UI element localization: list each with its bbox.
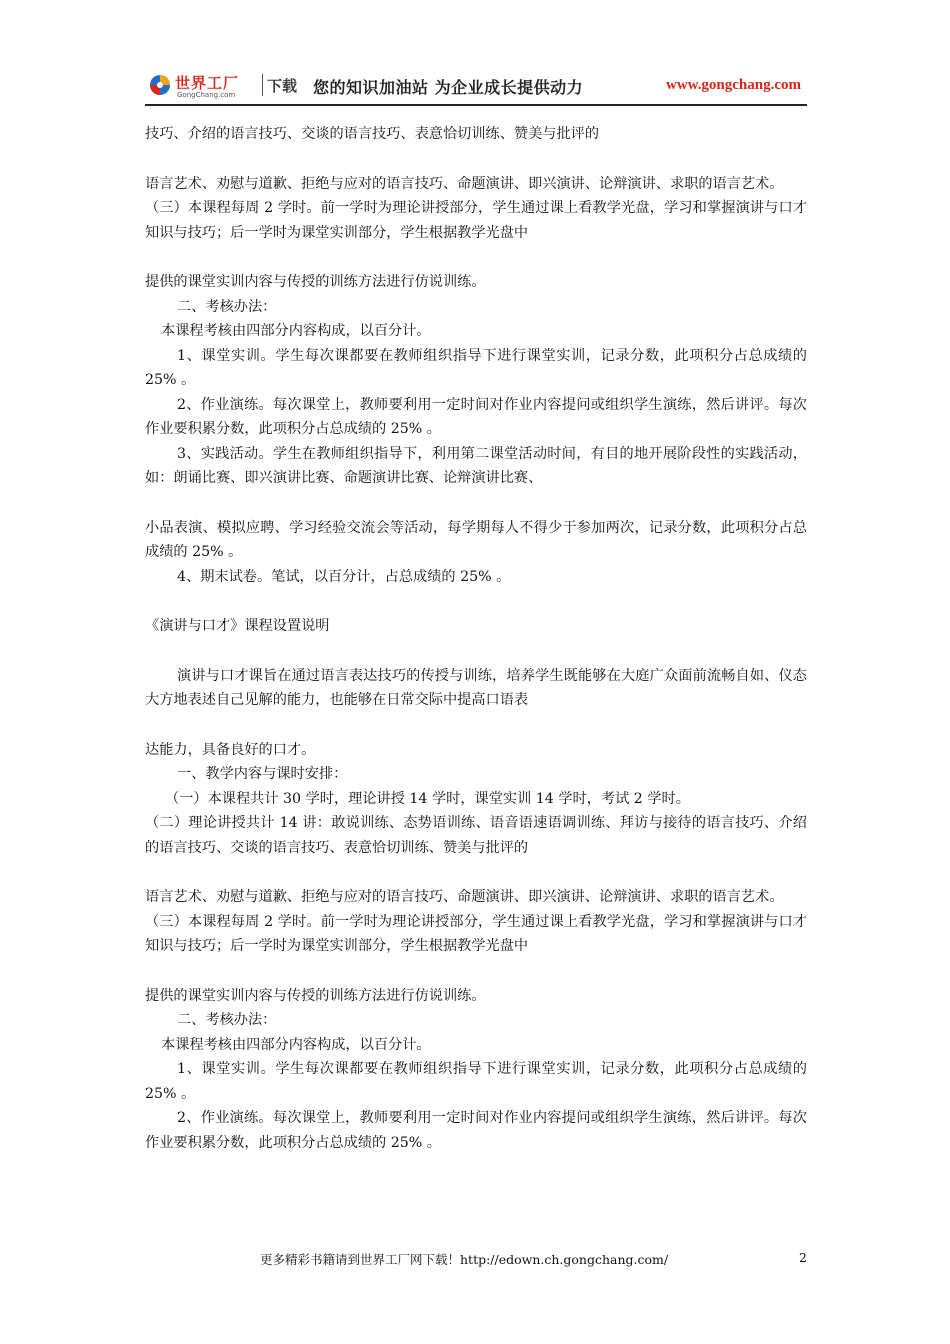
- body-paragraph: 语言艺术、劝慰与道歉、拒绝与应对的语言技巧、命题演讲、即兴演讲、论辩演讲、求职的语言艺术。: [145, 175, 784, 192]
- body-paragraph: 1、课堂实训。学生每次课都要在教师组织指导下进行课堂实训，记录分数，此项积分占总成绩的 25% 。: [145, 1061, 807, 1102]
- section-heading: 一、教学内容与课时安排：: [177, 766, 348, 782]
- logo-swirl-icon: [149, 74, 171, 96]
- body-paragraph: 4、期末试卷。笔试，以百分计，占总成绩的 25% 。: [177, 568, 511, 585]
- body-paragraph: 本课程考核由四部分内容构成，以百分计。: [161, 323, 431, 339]
- body-paragraph: 提供的课堂实训内容与传授的训练方法进行仿说训练。: [145, 987, 486, 1004]
- body-paragraph: 达能力，具备良好的口才。: [145, 741, 316, 758]
- body-paragraph: 3、实践活动。学生在教师组织指导下，利用第二课堂活动时间，有目的地开展阶段性的实践活动，如：朗诵比赛、即兴演讲比赛、命题演讲比赛、论辩演讲比赛、: [145, 445, 807, 486]
- body-paragraph: （一）本课程共计 30 学时，理论讲授 14 学时，课堂实训 14 学时，考试 2 学时。: [165, 790, 690, 807]
- body-paragraph: （二）理论讲授共计 14 讲：敢说训练、态势语训练、语音语速语调训练、拜访与接待的语言技巧、介绍的语言技巧、交谈的语言技巧、表意恰切训练、赞美与批评的: [145, 815, 807, 856]
- page-number: 2: [799, 1250, 807, 1265]
- body-paragraph: 1、课堂实训。学生每次课都要在教师组织指导下进行课堂实训，记录分数，此项积分占总成绩的 25% 。: [145, 347, 807, 388]
- footer-download-link[interactable]: 更多精彩书籍请到世界工厂网下载！http://edown.ch.gongchang.com/: [260, 1252, 669, 1267]
- logo-english-text: GongChang.com: [177, 91, 236, 99]
- logo-chinese-text: 世界工厂: [175, 74, 240, 92]
- body-paragraph: （三）本课程每周 2 学时。前一学时为理论讲授部分，学生通过课上看教学光盘，学习和掌握演讲与口才知识与技巧；后一学时为课堂实训部分，学生根据教学光盘中: [145, 913, 807, 954]
- section-heading: 二、考核办法：: [177, 1012, 277, 1028]
- section-heading: 二、考核办法：: [177, 298, 277, 315]
- body-paragraph: （三）本课程每周 2 学时。前一学时为理论讲授部分，学生通过课上看教学光盘，学习和掌握演讲与口才知识与技巧；后一学时为课堂实训部分，学生根据教学光盘中: [145, 200, 807, 241]
- body-paragraph: 2、作业演练。每次课堂上，教师要利用一定时间对作业内容提问或组织学生演练，然后讲评。每次作业要积累分数，此项积分占总成绩的 25% 。: [145, 1110, 807, 1151]
- body-paragraph: 语言艺术、劝慰与道歉、拒绝与应对的语言技巧、命题演讲、即兴演讲、论辩演讲、求职的语言艺术。: [145, 889, 784, 905]
- header-divider: [262, 74, 263, 96]
- body-paragraph: 演讲与口才课旨在通过语言表达技巧的传授与训练，培养学生既能够在大庭广众面前流畅自如、仪态大方地表述自己见解的能力，也能够在日常交际中提高口语表: [145, 667, 807, 708]
- body-paragraph: 小品表演、模拟应聘、学习经验交流会等活动，每学期每人不得少于参加两次，记录分数，此项积分占总成绩的 25% 。: [145, 519, 807, 560]
- course-title: 《演讲与口才》课程设置说明: [145, 618, 330, 634]
- body-paragraph: 2、作业演练。每次课堂上，教师要利用一定时间对作业内容提问或组织学生演练，然后讲评。每次作业要积累分数，此项积分占总成绩的 25% 。: [145, 396, 807, 437]
- header-slogan: 您的知识加油站 为企业成长提供动力: [313, 78, 584, 97]
- body-paragraph: 技巧、介绍的语言技巧、交谈的语言技巧、表意恰切训练、赞美与批评的: [145, 126, 600, 142]
- body-paragraph: 提供的课堂实训内容与传授的训练方法进行仿说训练。: [145, 274, 486, 290]
- document-body: [145, 122, 807, 1155]
- page-header: [145, 66, 807, 106]
- header-url-link[interactable]: www.gongchang.com: [665, 77, 801, 93]
- body-paragraph: 本课程考核由四部分内容构成，以百分计。: [161, 1036, 431, 1053]
- header-download-label: 下载: [267, 77, 298, 95]
- gongchang-logo[interactable]: [149, 72, 259, 100]
